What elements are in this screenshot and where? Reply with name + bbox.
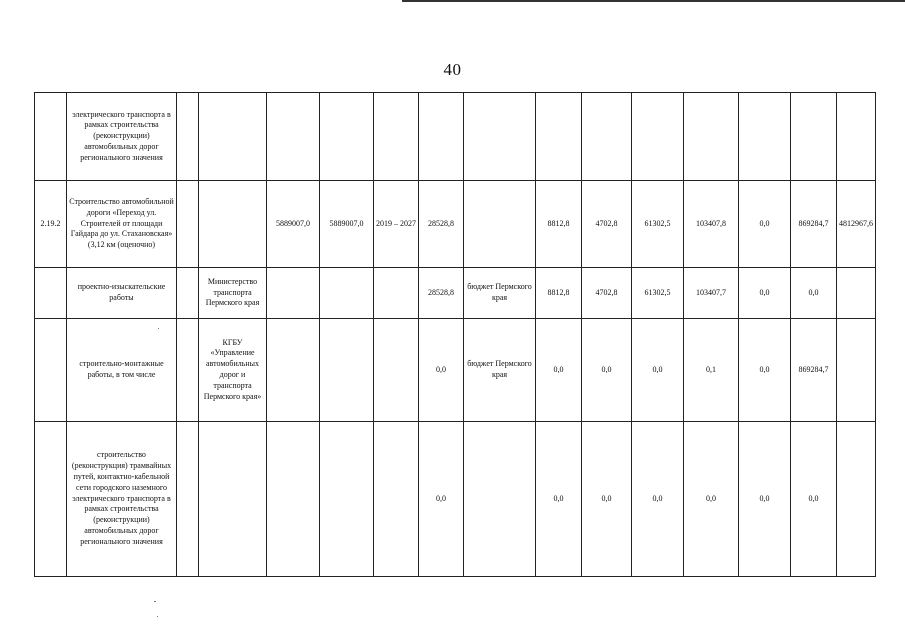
cell-source bbox=[464, 93, 536, 181]
cell-year-3: 61302,5 bbox=[632, 181, 684, 268]
cell-year-5: 0,0 bbox=[739, 181, 791, 268]
program-table bbox=[34, 92, 876, 577]
cell-period: 2019 – 2027 bbox=[374, 181, 419, 268]
cell-name: электрического транспорта в рамках строительства (реконструкции) автомобильных дорог регионального значения bbox=[67, 93, 177, 181]
cell-total: 0,0 bbox=[419, 319, 464, 422]
cell-source bbox=[464, 422, 536, 577]
cell-year-4: 0,1 bbox=[684, 319, 739, 422]
cell-year-1: 0,0 bbox=[536, 422, 582, 577]
cell-period bbox=[374, 422, 419, 577]
cell-blank bbox=[177, 181, 199, 268]
cell-year-4 bbox=[684, 93, 739, 181]
cell-year-2: 4702,8 bbox=[582, 268, 632, 319]
cell-source: бюджет Пермского края bbox=[464, 268, 536, 319]
cell-year-5: 0,0 bbox=[739, 422, 791, 577]
cell-year-5: 0,0 bbox=[739, 268, 791, 319]
cell-value-1 bbox=[267, 319, 320, 422]
cell-value-2 bbox=[320, 93, 374, 181]
cell-value-1: 5889007,0 bbox=[267, 181, 320, 268]
cell-code bbox=[35, 268, 67, 319]
cell-year-6 bbox=[791, 93, 837, 181]
cell-value-1 bbox=[267, 422, 320, 577]
cell-total: 28528,8 bbox=[419, 268, 464, 319]
cell-period bbox=[374, 268, 419, 319]
cell-year-1 bbox=[536, 93, 582, 181]
cell-blank bbox=[177, 268, 199, 319]
cell-total bbox=[419, 93, 464, 181]
cell-value-2 bbox=[320, 422, 374, 577]
cell-code: 2.19.2 bbox=[35, 181, 67, 268]
cell-year-4: 103407,7 bbox=[684, 268, 739, 319]
cell-source: бюджет Пермского края bbox=[464, 319, 536, 422]
cell-year-2 bbox=[582, 93, 632, 181]
cell-executor bbox=[199, 93, 267, 181]
cell-name: строительство (реконструкция) трамвайных путей, контактно-кабельной сети городского наземного электрического транспорта в рамках строительства (реконструкции) автомобильных дорог регионального значения bbox=[67, 422, 177, 577]
cell-executor bbox=[199, 422, 267, 577]
cell-year-2: 0,0 bbox=[582, 422, 632, 577]
cell-year-4: 0,0 bbox=[684, 422, 739, 577]
cell-year-7 bbox=[837, 422, 876, 577]
cell-year-7: 4812967,6 bbox=[837, 181, 876, 268]
cell-year-7 bbox=[837, 319, 876, 422]
cell-year-3 bbox=[632, 93, 684, 181]
table-row bbox=[35, 319, 876, 422]
cell-period bbox=[374, 319, 419, 422]
cell-code bbox=[35, 93, 67, 181]
cell-year-6: 0,0 bbox=[791, 422, 837, 577]
cell-year-6: 869284,7 bbox=[791, 319, 837, 422]
cell-executor: Министерство транспорта Пермского края bbox=[199, 268, 267, 319]
cell-value-1 bbox=[267, 268, 320, 319]
cell-year-1: 8812,8 bbox=[536, 268, 582, 319]
cell-year-1: 8812,8 bbox=[536, 181, 582, 268]
scan-edge-line bbox=[402, 0, 905, 2]
cell-year-6: 0,0 bbox=[791, 268, 837, 319]
cell-year-5: 0,0 bbox=[739, 319, 791, 422]
cell-name: строительно-монтажные работы, в том числе bbox=[67, 319, 177, 422]
cell-source bbox=[464, 181, 536, 268]
scan-speck bbox=[157, 616, 158, 617]
cell-year-5 bbox=[739, 93, 791, 181]
table-row bbox=[35, 181, 876, 268]
cell-year-7 bbox=[837, 93, 876, 181]
cell-code bbox=[35, 319, 67, 422]
cell-total: 0,0 bbox=[419, 422, 464, 577]
page-number: 40 bbox=[443, 60, 462, 79]
cell-executor bbox=[199, 181, 267, 268]
scan-speck bbox=[158, 328, 159, 329]
cell-value-2: 5889007,0 bbox=[320, 181, 374, 268]
table-row bbox=[35, 422, 876, 577]
cell-year-3: 0,0 bbox=[632, 422, 684, 577]
cell-name: Строительство автомобильной дороги «Переход ул. Строителей от площади Гайдара до ул. Стахановская» (3,12 км (оценочно) bbox=[67, 181, 177, 268]
cell-year-3: 0,0 bbox=[632, 319, 684, 422]
cell-year-4: 103407,8 bbox=[684, 181, 739, 268]
cell-year-1: 0,0 bbox=[536, 319, 582, 422]
cell-year-6: 869284,7 bbox=[791, 181, 837, 268]
cell-code bbox=[35, 422, 67, 577]
cell-name: проектно-изыскательские работы bbox=[67, 268, 177, 319]
table-row bbox=[35, 268, 876, 319]
cell-year-2: 0,0 bbox=[582, 319, 632, 422]
cell-blank bbox=[177, 422, 199, 577]
cell-executor: КГБУ «Управление автомобильных дорог и транспорта Пермского края» bbox=[199, 319, 267, 422]
cell-value-1 bbox=[267, 93, 320, 181]
cell-value-2 bbox=[320, 319, 374, 422]
cell-blank bbox=[177, 93, 199, 181]
table-row bbox=[35, 93, 876, 181]
scan-speck bbox=[154, 601, 156, 602]
cell-year-3: 61302,5 bbox=[632, 268, 684, 319]
cell-year-2: 4702,8 bbox=[582, 181, 632, 268]
cell-value-2 bbox=[320, 268, 374, 319]
cell-blank bbox=[177, 319, 199, 422]
cell-period bbox=[374, 93, 419, 181]
cell-year-7 bbox=[837, 268, 876, 319]
cell-total: 28528,8 bbox=[419, 181, 464, 268]
